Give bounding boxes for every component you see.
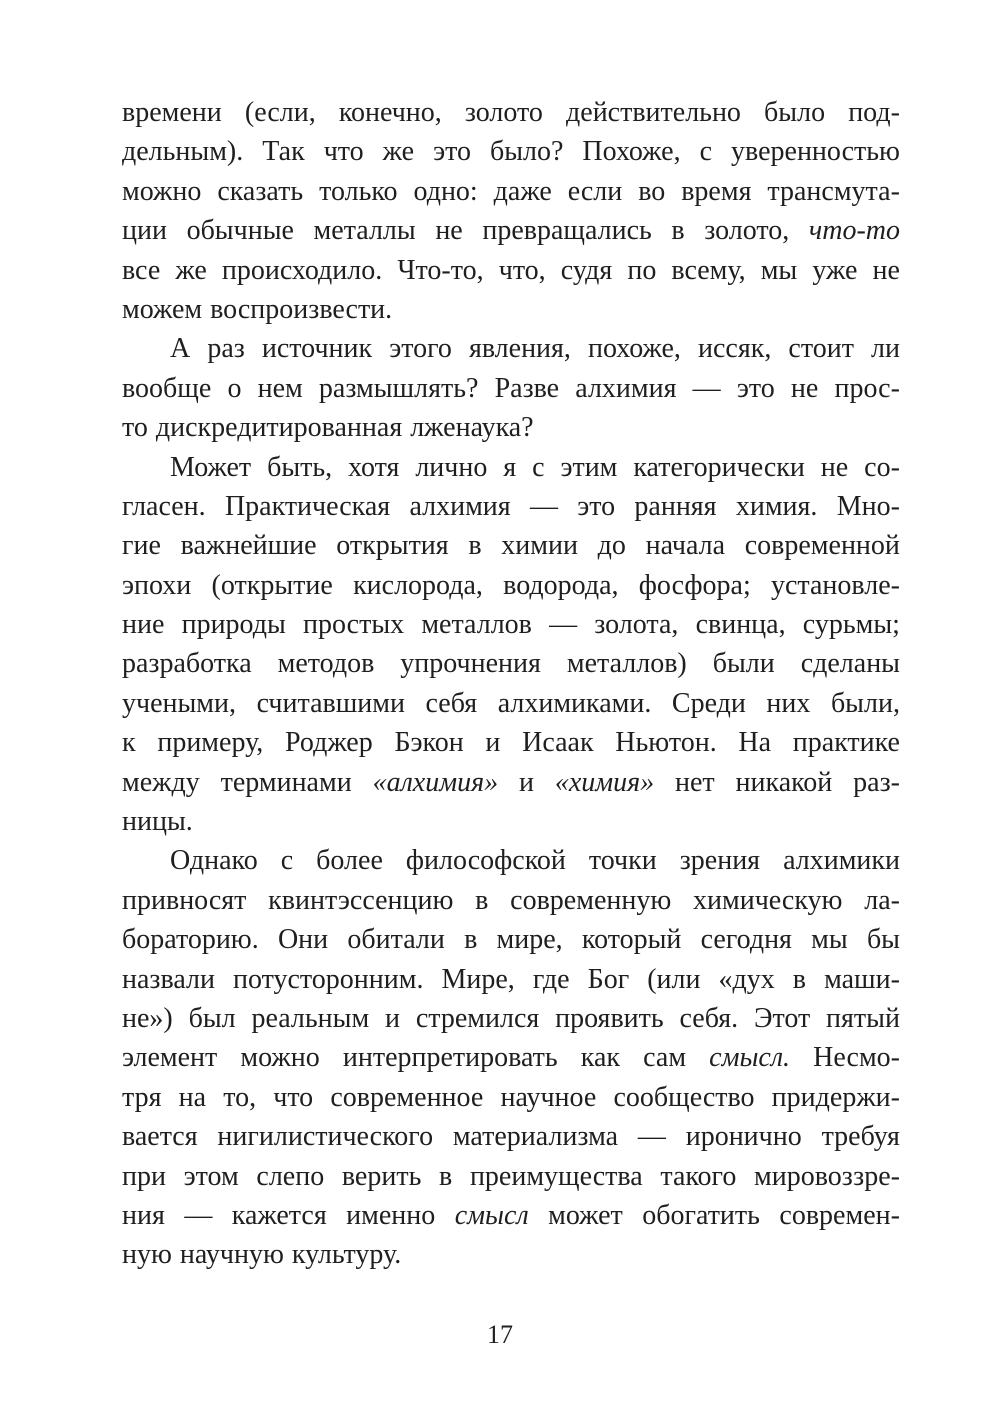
word: химии [501,530,578,562]
word: обитали [347,924,445,956]
word: раз- [853,766,900,798]
word: Бэкон [394,727,464,759]
word: На [738,727,772,759]
word: Однако [170,845,258,877]
word: считавшими [256,687,405,719]
text-line [122,1117,900,1156]
word: более [316,845,383,877]
text-line [122,1078,900,1117]
word: можно [240,1042,320,1074]
page-number: 17 [487,1320,513,1349]
word: нигилистического [217,1121,434,1153]
word: примеру, [157,727,264,759]
word: природы [181,609,286,641]
word: (если, [244,97,316,128]
word: лженаука? [410,412,534,444]
word: вается [122,1121,198,1153]
word: в [671,215,685,247]
text-line [122,644,900,683]
word: бораторию. [122,924,259,956]
text-line [122,408,900,447]
word: назвали [122,963,215,995]
text-line [122,369,900,408]
word: разработка [122,648,252,680]
word: не [435,215,463,247]
word: именно [346,1199,436,1231]
word: металлов [421,609,532,641]
word: зрения [679,845,761,877]
text-line [122,1196,900,1235]
word: по [627,254,657,286]
word: слепо [256,1160,325,1192]
word: похоже, [588,333,681,365]
word: ния [122,1199,165,1231]
word: это [736,372,775,404]
word: ции [122,215,167,247]
emphasized-word: что-то [808,215,900,247]
word: не [790,372,819,404]
word: практике [792,727,900,759]
word: если [567,175,623,207]
text-line [122,605,900,644]
word: стремился [415,1002,540,1034]
word: не [820,451,849,483]
text-line [122,1235,900,1274]
text-line [122,802,900,841]
word: химия. [735,490,818,522]
word: золота, [594,609,679,641]
word: не [872,254,900,286]
word: ницы. [122,806,193,838]
word: «дух [718,963,775,995]
word: — [637,1121,666,1153]
word: в [468,530,482,562]
word: времени [122,97,222,128]
word: Что-то, [397,254,484,286]
word: (открытие [211,569,333,601]
word: бы [866,924,900,956]
word: верить [341,1160,422,1192]
word: квинтэссенцию [268,884,454,916]
word: было [764,97,826,128]
word: иссяк, [698,333,772,365]
word: же [175,254,207,286]
word: Мире, [441,963,515,995]
word: и [485,727,501,759]
word: где [532,963,570,995]
word: важнейшие [180,530,317,562]
word: водорода, [503,569,619,601]
word: что, [498,254,546,286]
word: можно [122,175,202,207]
word: дельным). [122,136,244,168]
word: стоит [788,333,854,365]
word: мировоззре- [754,1160,900,1192]
word: был [188,1002,236,1034]
word: философской [405,845,566,877]
word: в [439,1160,453,1192]
word: всему, [671,254,746,286]
text-line [122,251,900,290]
word: Так [262,136,305,168]
word: можем [122,293,203,325]
word: алхимики [783,845,900,877]
word: мире, [496,924,563,956]
word: (или [647,963,701,995]
word: между [122,766,200,798]
word: — [529,490,558,522]
word: источник [261,333,373,365]
word: алхимия [409,490,511,522]
word: Разве [494,372,560,404]
word: воспроизвести. [210,293,393,325]
word: во [638,175,666,207]
emphasized-word: «алхимия» [372,766,499,798]
word: такого [660,1160,737,1192]
word: этого [389,333,452,365]
word: ранняя [634,490,717,522]
word: уверенностью [731,136,900,168]
word: я [503,451,517,483]
word: Исаак [522,727,594,759]
word: как [580,1042,621,1074]
word: учеными, [122,687,237,719]
word: элемент [122,1042,218,1074]
word: них [766,687,811,719]
word: происходило. [221,254,383,286]
word: металлов) [566,648,687,680]
emphasized-word: «химия» [554,766,655,798]
word: материализма [452,1121,619,1153]
word: А [170,333,191,365]
word: научную [179,1239,284,1271]
word: Похоже, [582,136,681,168]
word: интерпретировать [342,1042,558,1074]
word: культуру. [291,1239,402,1271]
word: кажется [231,1199,327,1231]
word: действительно [566,97,741,128]
text-line [122,329,900,368]
text-line [122,684,900,723]
word: это [433,136,471,168]
word: то, [223,1081,257,1113]
word: до [597,530,626,562]
word: нет [675,766,715,798]
word: в [792,963,807,995]
word: Среди [671,687,746,719]
word: при [122,1160,166,1192]
word: фосфора; [638,569,751,601]
word: мы [811,924,848,956]
word: с [280,845,294,877]
word: конечно, [338,97,442,128]
word: судя [560,254,613,286]
word: упрочнения [400,648,541,680]
text-line [122,920,900,959]
word: начала [645,530,726,562]
text-line [122,566,900,605]
word: с [532,451,545,483]
text-line [122,841,900,880]
word: в [475,884,489,916]
text-line [122,1038,900,1077]
word: который [581,924,682,956]
word: ную [122,1239,172,1271]
word: методов [277,648,375,680]
word: и [385,1002,400,1034]
word: реальным [251,1002,370,1034]
word: даже [493,175,552,207]
word: современную [510,884,672,916]
word: сегодня [700,924,792,956]
text-line [122,448,900,487]
word: размышлять? [318,372,479,404]
text-line [122,999,900,1038]
word: одно: [413,175,478,207]
text-line [122,290,900,329]
word: современное [330,1081,484,1113]
text-line [122,960,900,999]
word: маши- [824,963,900,995]
word: только [319,175,398,207]
word: гие [122,530,161,562]
word: нем [257,372,303,404]
text-line [122,132,900,171]
word: Ньютон. [615,727,717,759]
word: Роджер [285,727,373,759]
word: сказать [217,175,304,207]
word: сообщество [613,1081,755,1113]
word: проявить [555,1002,664,1034]
word: может [548,1199,623,1231]
word: обогатить [642,1199,760,1231]
word: простых [302,609,405,641]
word: металлы [313,215,416,247]
word: это [577,490,616,522]
word: требуя [821,1121,900,1153]
word: сурьмы; [802,609,900,641]
text-line [122,763,900,802]
word: хотя [348,451,400,483]
word: Они [277,924,329,956]
word: в [464,924,478,956]
word: преимущества [469,1160,643,1192]
word: — [692,372,721,404]
word: уже [812,254,858,286]
word: категорически [633,451,805,483]
word: никакой [735,766,833,798]
word: гласен. [122,490,206,522]
word: что [273,1081,314,1113]
word: тря [122,1081,162,1113]
word: эпохи [122,569,192,601]
text-line [122,526,900,565]
text-line [122,881,900,920]
word: со- [864,451,900,483]
word: этом [183,1160,239,1192]
word: с [699,136,713,168]
text-line [122,211,900,250]
word: современ- [779,1199,900,1231]
word: явления, [468,333,571,365]
emphasized-word: смысл. [709,1042,791,1074]
word: сам [643,1042,687,1074]
word: научное [500,1081,597,1113]
emphasized-word: смысл [454,1199,529,1231]
text-line [122,172,900,211]
word: установле- [770,569,900,601]
word: пятый [826,1002,900,1034]
word: потусторонним. [233,963,424,995]
body-text [122,93,900,1275]
word: и [518,766,534,798]
word: быть, [267,451,333,483]
word: терминами [220,766,352,798]
word: ли [871,333,900,365]
word: же [382,136,415,168]
word: Этот [753,1002,811,1034]
text-line [122,487,900,526]
word: кислорода, [353,569,483,601]
word: мы [760,254,798,286]
word: время [681,175,752,207]
word: точки [588,845,657,877]
word: к [122,727,136,759]
word: Может [170,451,252,483]
word: этим [560,451,618,483]
word: алхимиками. [497,687,652,719]
text-line [122,723,900,762]
word: Мно- [836,490,900,522]
word: золото [464,97,543,128]
word: химическую [693,884,843,916]
word: раз [207,333,245,365]
word: трансмута- [767,175,900,207]
word: вообще [122,372,212,404]
word: были, [830,687,900,719]
word: открытия [336,530,449,562]
text-line [122,93,900,132]
word: Практическая [224,490,391,522]
word: иронично [685,1121,802,1153]
word: лично [415,451,488,483]
word: на [178,1081,207,1113]
word: о [227,372,242,404]
word: были [712,648,775,680]
word: то [122,412,148,444]
text-line [122,1157,900,1196]
word: ние [122,609,165,641]
word: Несмо- [813,1042,900,1074]
word: дискредитированная [155,412,403,444]
word: все [122,254,161,286]
word: свинца, [695,609,786,641]
word: было? [489,136,564,168]
word: сделаны [800,648,900,680]
word: ла- [864,884,900,916]
word: — [549,609,578,641]
word: придержи- [771,1081,900,1113]
word: превращались [482,215,652,247]
word: себя. [679,1002,739,1034]
word: не») [122,1002,173,1034]
word: что [323,136,364,168]
word: под- [848,97,900,128]
word: алхимия [575,372,677,404]
word: привносят [122,884,247,916]
word: современной [744,530,900,562]
word: золото, [704,215,790,247]
word: обычные [186,215,294,247]
word: себя [425,687,478,719]
word: Бог [587,963,630,995]
word: прос- [834,372,900,404]
word: — [184,1199,213,1231]
